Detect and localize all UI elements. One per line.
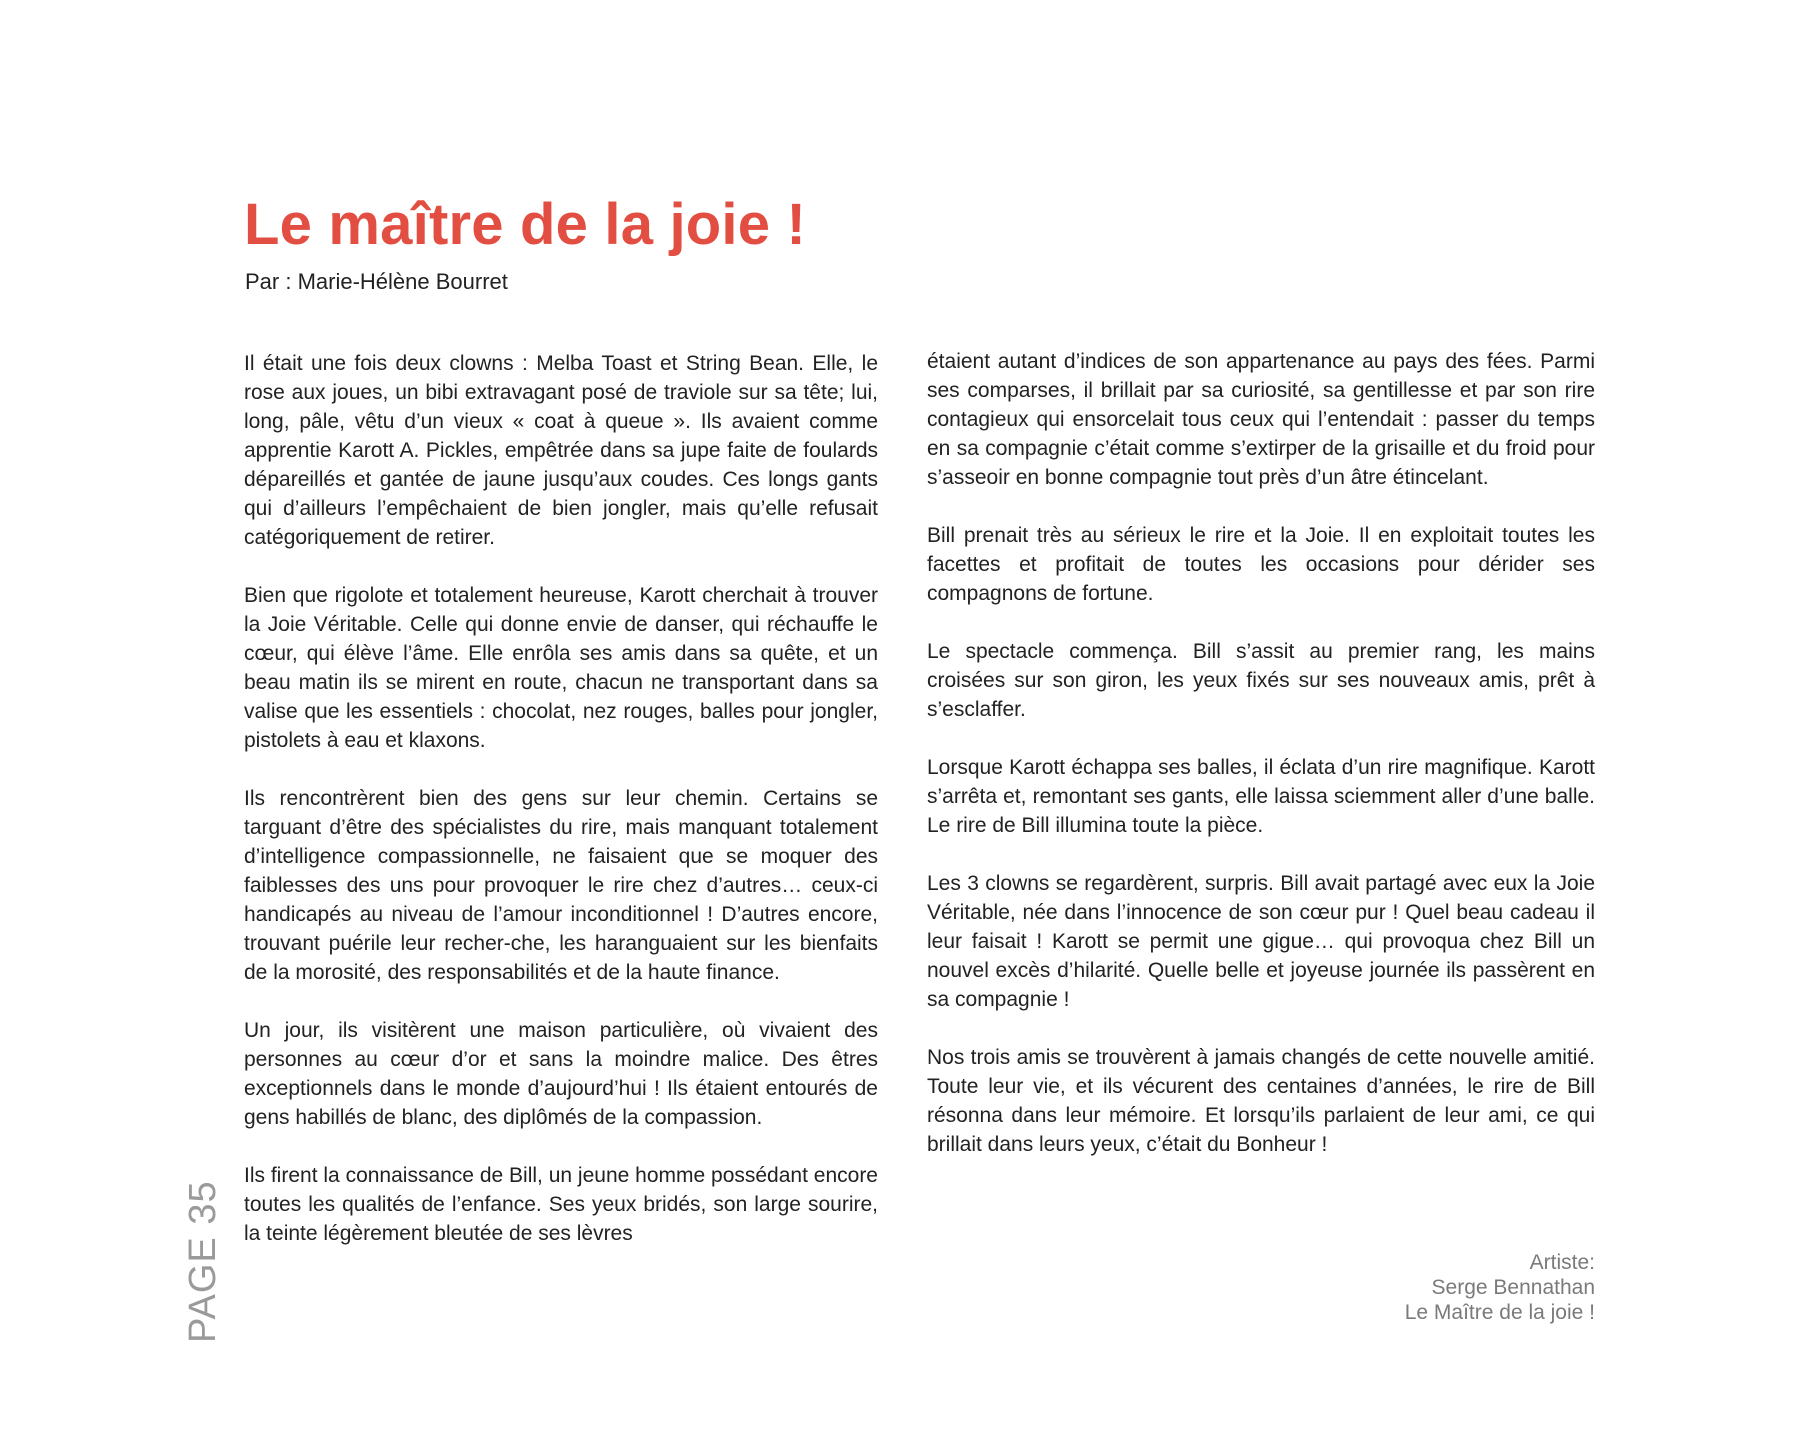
paragraph: Le spectacle commença. Bill s’assit au premier rang, les mains croisées sur son giron, les yeux fixés sur ses nouveaux amis, prêt à s’esclaffer. (927, 640, 1595, 721)
paragraph: Les 3 clowns se regardèrent, surpris. Bill avait partagé avec eux la Joie Véritable, née dans l’innocence de son cœur pur ! Quel beau cadeau il leur faisait ! Karott se permit une gigue… qui provoqua chez Bill un nouvel excès d’hilarité. Quelle belle et joyeuse journée ils passèrent en sa compagnie ! (927, 872, 1595, 1011)
paragraph: étaient autant d’indices de son appartenance au pays des fées. Parmi ses comparses, il brillait par sa curiosité, sa gentillesse et par son rire contagieux qui ensorcelait tous ceux qui l’entendait : passer du temps en sa compagnie c’était comme s’extirper de la grisaille et du froid pour s’asseoir en bonne compagnie tout près d’un âtre étincelant. (927, 350, 1595, 489)
paragraph: Ils firent la connaissance de Bill, un jeune homme possédant encore toutes les qualités de l’enfance. Ses yeux bridés, son large sourire, la teinte légèrement bleutée de ses lèvres (244, 1164, 878, 1245)
paragraph: Nos trois amis se trouvèrent à jamais changés de cette nouvelle amitié. Toute leur vie, et ils vécurent des centaines d’années, le rire de Bill résonna dans leur mémoire. Et lorsqu’ils parlaient de leur ami, ce qui brillait dans leurs yeux, c’était du Bonheur ! (927, 1046, 1595, 1156)
article-byline: Par : Marie-Hélène Bourret (245, 269, 508, 294)
artist-credit (1405, 1250, 1595, 1325)
paragraph: Ils rencontrèrent bien des gens sur leur chemin. Certains se targuant d’être des spécialistes du rire, mais manquant totalement d’intelligence compassionnelle, ne faisaient que se moquer des faiblesses des uns pour provoquer le rire chez d’autres… ceux-ci handicapés au niveau de l’amour inconditionnel ! D’autres encore, trouvant puérile leur recher-che, les haranguaient sur les bienfaits de la morosité, des responsabilités et de la haute finance. (244, 787, 878, 984)
paragraph: Un jour, ils visitèrent une maison particulière, où vivaient des personnes au cœur d’or et sans la moindre malice. Des êtres exceptionnels dans le monde d’aujourd’hui ! Ils étaient entourés de gens habillés de blanc, des diplômés de la compassion. (244, 1019, 878, 1129)
paragraph: Il était une fois deux clowns : Melba Toast et String Bean. Elle, le rose aux joues, un bibi extravagant posé de traviole sur sa tête; lui, long, pâle, vêtu d’un vieux « coat à queue ». Ils avaient comme apprentie Karott A. Pickles, empêtrée dans sa jupe faite de foulards dépareillés et gantée de jaune jusqu’aux coudes. Ces longs gants qui d’ailleurs l’empêchaient de bien jongler, mais qu’elle refusait catégoriquement de retirer. (244, 352, 878, 549)
right-text-column (927, 347, 1595, 1159)
article-title: Le maître de la joie ! (244, 192, 807, 257)
left-text-column (244, 349, 878, 1248)
artist-label: Artiste: (1529, 1251, 1595, 1274)
paragraph: Lorsque Karott échappa ses balles, il éclata d’un rire magnifique. Karott s’arrêta et, remontant ses gants, elle laissa sciemment aller d’une balle. Le rire de Bill illumina toute la pièce. (927, 756, 1595, 837)
artwork-title: Le Maître de la joie ! (1404, 1301, 1595, 1324)
artist-name: Serge Bennathan (1431, 1276, 1595, 1299)
paragraph: Bill prenait très au sérieux le rire et la Joie. Il en exploitait toutes les facettes et profitait de toutes les occasions pour dérider ses compagnons de fortune. (927, 524, 1595, 605)
page-number: PAGE 35 (182, 1180, 224, 1343)
paragraph: Bien que rigolote et totalement heureuse, Karott cherchait à trouver la Joie Véritable. Celle qui donne envie de danser, qui réchauffe le cœur, qui élève l’âme. Elle enrôla ses amis dans sa quête, et un beau matin ils se mirent en route, chacun ne transportant dans sa valise que les essentiels : chocolat, nez rouges, balles pour jongler, pistolets à eau et klaxons. (244, 584, 878, 752)
